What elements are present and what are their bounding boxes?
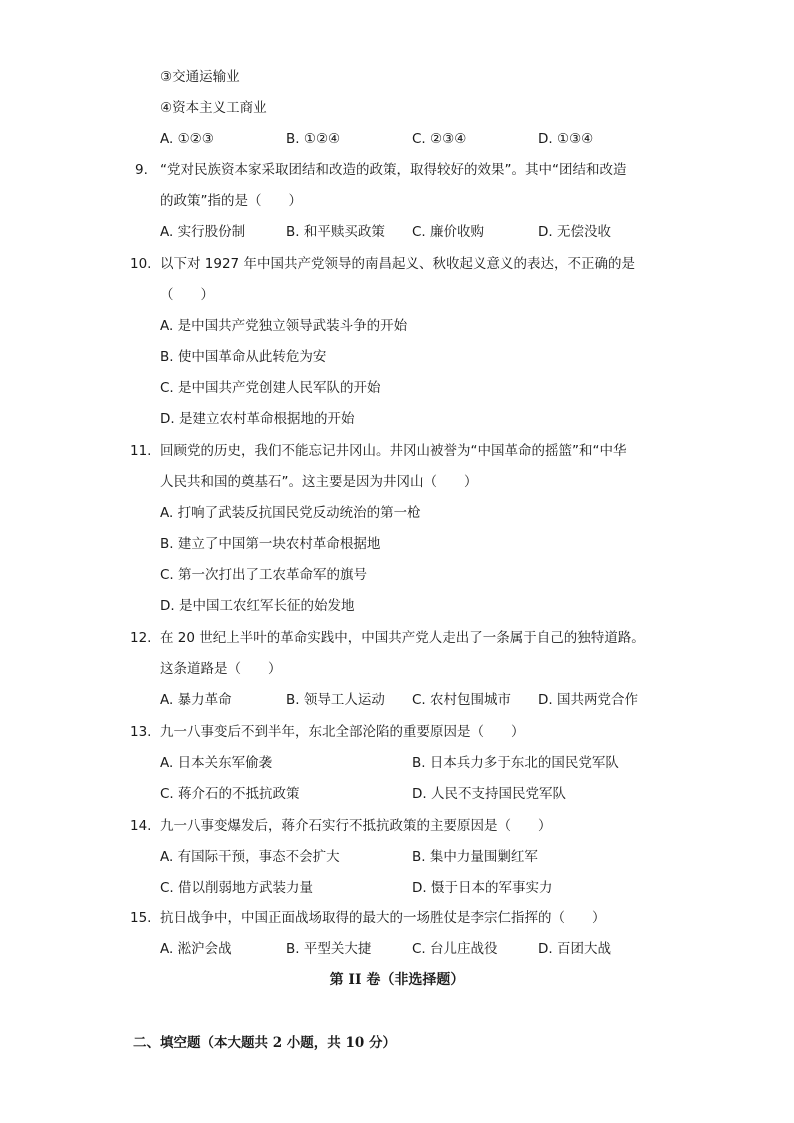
q8-option-d: D. ①③④ [538, 131, 594, 147]
q11-stem-line1: 回顾党的历史，我们不能忘记井冈山。井冈山被誉为“中国革命的摇篮”和“中华 [160, 443, 627, 459]
q13-option-a: A. 日本关东军偷袭 [160, 755, 273, 771]
q14-number: 14. [130, 818, 152, 834]
q11-stem-line2: 人民共和国的奠基石”。这主要是因为井冈山（ ） [160, 474, 478, 490]
q15-option-b: B. 平型关大捷 [286, 941, 372, 957]
q9-option-c: C. 廉价收购 [412, 224, 485, 240]
q10-option-c: C. 是中国共产党创建人民军队的开始 [160, 380, 381, 396]
q10-number: 10. [130, 256, 152, 272]
q12-option-a: A. 暴力革命 [160, 692, 232, 708]
q9-stem-line1: “党对民族资本家采取团结和改造的政策，取得较好的效果”。其中“团结和改造 [160, 162, 627, 178]
q12-stem-line1: 在 20 世纪上半叶的革命实践中，中国共产党人走出了一条属于自己的独特道路。 [160, 630, 645, 646]
part-2-title: 第 II 卷（非选择题） [329, 972, 465, 988]
q8-option-b: B. ①②④ [286, 131, 341, 147]
q12-stem-line2: 这条道路是（ ） [160, 661, 282, 677]
q8-option-a: A. ①②③ [160, 131, 214, 147]
q12-option-d: D. 国共两党合作 [538, 692, 638, 708]
q8-option-c: C. ②③④ [412, 131, 467, 147]
q15-option-d: D. 百团大战 [538, 941, 611, 957]
q14-stem-line1: 九一八事变爆发后，蒋介石实行不抵抗政策的主要原因是（ ） [160, 818, 552, 834]
q13-stem-line1: 九一八事变后不到半年，东北全部沦陷的重要原因是（ ） [160, 724, 525, 740]
q12-option-b: B. 领导工人运动 [286, 692, 385, 708]
q13-number: 13. [130, 724, 152, 740]
q9-number: 9. [135, 162, 148, 178]
q14-option-c: C. 借以削弱地方武装力量 [160, 880, 314, 896]
q11-number: 11. [130, 443, 152, 459]
q12-number: 12. [130, 630, 152, 646]
q8-item-3: ③交通运输业 [160, 69, 240, 85]
q9-option-d: D. 无偿没收 [538, 224, 611, 240]
q12-option-c: C. 农村包围城市 [412, 692, 512, 708]
q15-option-c: C. 台儿庄战役 [412, 941, 498, 957]
q15-option-a: A. 淞沪会战 [160, 941, 232, 957]
q10-option-d: D. 是建立农村革命根据地的开始 [160, 411, 355, 427]
q15-number: 15. [130, 910, 152, 926]
q14-option-d: D. 慑于日本的军事实力 [412, 880, 553, 896]
q11-option-c: C. 第一次打出了工农革命军的旗号 [160, 567, 368, 583]
q11-option-a: A. 打响了武装反抗国民党反动统治的第一枪 [160, 505, 421, 521]
q10-option-a: A. 是中国共产党独立领导武装斗争的开始 [160, 318, 408, 334]
q10-option-b: B. 使中国革命从此转危为安 [160, 349, 327, 365]
q15-stem-line1: 抗日战争中，中国正面战场取得的最大的一场胜仗是李宗仁指挥的（ ） [160, 910, 606, 926]
q13-option-c: C. 蒋介石的不抵抗政策 [160, 786, 300, 802]
q11-option-b: B. 建立了中国第一块农村革命根据地 [160, 536, 381, 552]
q9-option-b: B. 和平赎买政策 [286, 224, 385, 240]
q9-option-a: A. 实行股份制 [160, 224, 246, 240]
q13-option-d: D. 人民不支持国民党军队 [412, 786, 566, 802]
q13-option-b: B. 日本兵力多于东北的国民党军队 [412, 755, 619, 771]
q9-stem-line2: 的政策”指的是（ ） [160, 193, 302, 209]
q10-stem-line1: 以下对 1927 年中国共产党领导的南昌起义、秋收起义意义的表达，不正确的是 [160, 256, 635, 272]
q11-option-d: D. 是中国工农红军长征的始发地 [160, 598, 355, 614]
q8-item-4: ④资本主义工商业 [160, 100, 267, 116]
q14-option-a: A. 有国际干预，事态不会扩大 [160, 849, 340, 865]
q14-option-b: B. 集中力量围剿红军 [412, 849, 538, 865]
q10-stem-line2: （ ） [160, 287, 214, 303]
section-2-title: 二、填空题（本大题共 2 小题，共 10 分） [133, 1035, 396, 1051]
